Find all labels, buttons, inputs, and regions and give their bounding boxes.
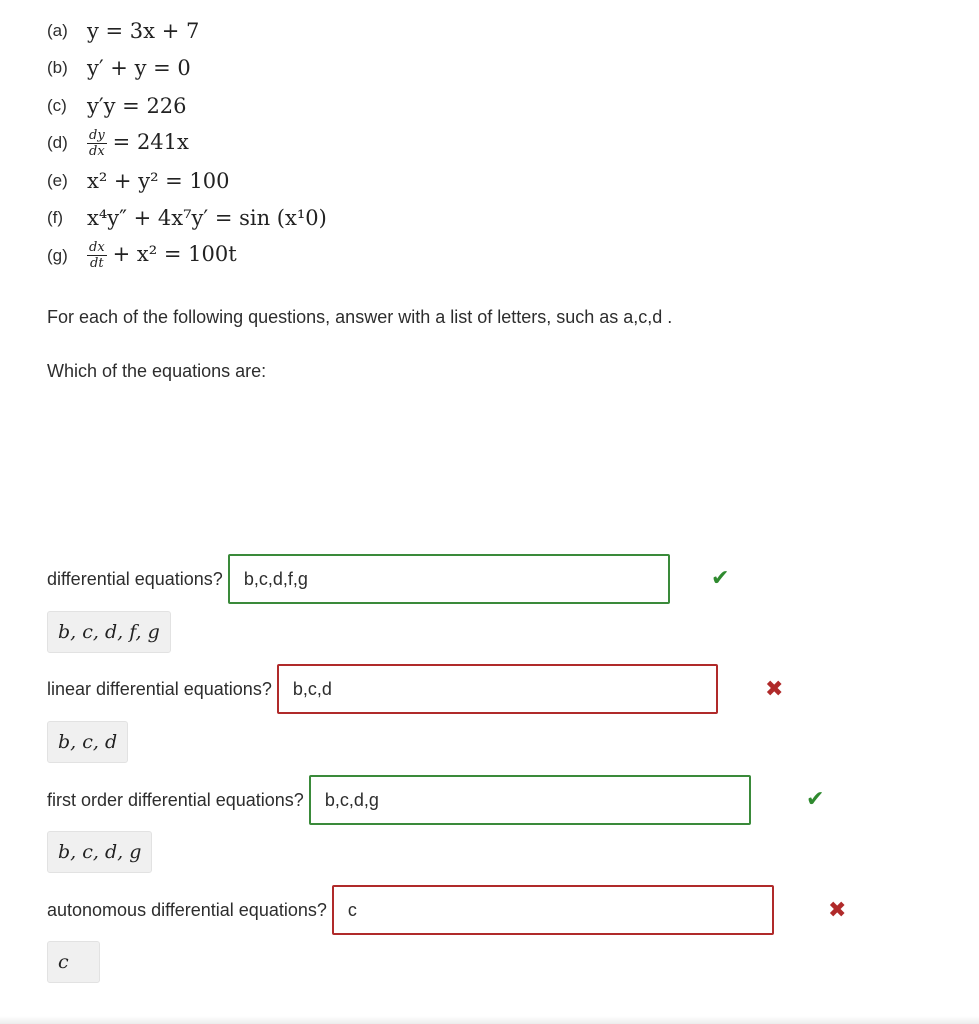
instructions-text: For each of the following questions, answer with a list of letters, such as a,c,d . [47, 307, 673, 327]
incorrect-x-icon: ✖ [765, 676, 784, 701]
equation-rest: = 241x [112, 129, 189, 154]
bottom-edge [0, 1016, 979, 1024]
answer-input-first-order[interactable] [309, 775, 751, 825]
question-label: autonomous differential equations? [47, 899, 327, 920]
equation-label: (b) [47, 58, 68, 78]
equation-math [87, 129, 189, 158]
equation-math: y′y = 226 [87, 93, 187, 118]
answer-input-linear[interactable] [277, 664, 718, 714]
fraction-numerator: dy [89, 127, 105, 143]
answer-input-autonomous[interactable] [332, 885, 774, 935]
equation-f [47, 200, 327, 238]
equation-label: (c) [47, 95, 67, 115]
question-row-autonomous [47, 883, 774, 937]
equation-label: (f) [47, 208, 64, 228]
fraction-denominator: dt [90, 256, 104, 272]
equation-e [47, 162, 327, 200]
question-row-differential [47, 552, 670, 606]
equation-label: (g) [47, 245, 68, 265]
answer-preview: c [47, 941, 100, 983]
incorrect-x-icon: ✖ [828, 897, 847, 922]
equation-label: (e) [47, 170, 68, 190]
equation-math: y = 3x + 7 [87, 18, 200, 43]
fraction [87, 241, 107, 270]
fraction [87, 129, 107, 158]
answer-preview: b, c, d, g [47, 831, 152, 873]
equation-math: x² + y² = 100 [87, 168, 230, 193]
fraction-denominator: dx [89, 143, 105, 159]
question-row-first-order [47, 773, 751, 827]
prompt-text: Which of the equations are: [47, 361, 267, 381]
equation-g [47, 237, 327, 275]
equation-math: x⁴y″ + 4x⁷y′ = sin (x¹0) [87, 206, 327, 231]
question-row-linear [47, 662, 718, 716]
equation-math [87, 241, 237, 270]
equation-math: y′ + y = 0 [87, 56, 191, 81]
fraction-numerator: dx [89, 240, 105, 256]
equation-b [47, 50, 327, 88]
equation-d [47, 125, 327, 163]
answer-input-differential[interactable] [228, 554, 670, 604]
correct-check-icon: ✔ [711, 565, 730, 590]
equation-rest: + x² = 100t [112, 242, 237, 267]
question-label: differential equations? [47, 568, 223, 589]
answer-preview: b, c, d [47, 721, 128, 763]
equation-c [47, 87, 327, 125]
equation-label: (d) [47, 133, 68, 153]
correct-check-icon: ✔ [806, 786, 825, 811]
equation-list [47, 12, 327, 275]
equation-a [47, 12, 327, 50]
question-label: first order differential equations? [47, 789, 304, 810]
question-label: linear differential equations? [47, 678, 272, 699]
answer-preview: b, c, d, f, g [47, 611, 171, 653]
equation-label: (a) [47, 20, 68, 40]
